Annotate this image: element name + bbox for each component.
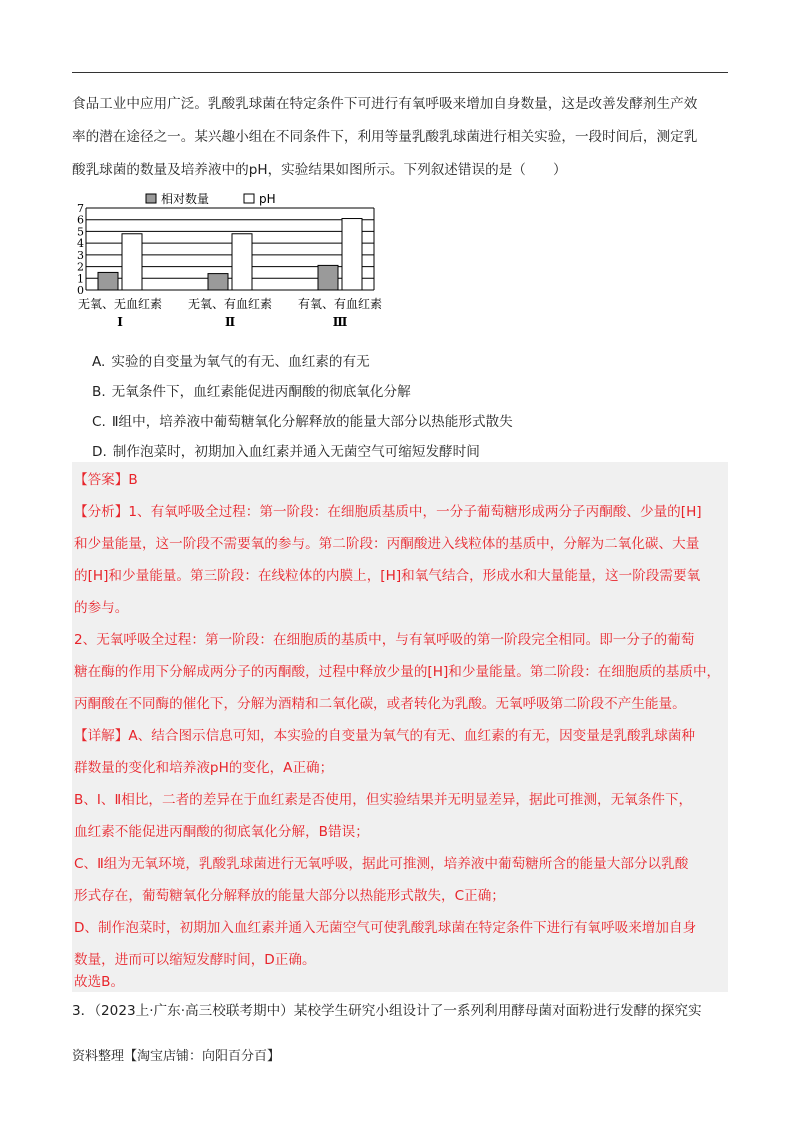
option-b <box>92 382 411 402</box>
analysis-line: 的参与。 <box>74 600 129 616</box>
question-3-line: 3．（2023上·广东·高三校联考期中）某校学生研究小组设计了一系列利用酵母菌对面粉进行发酵的探究实 <box>72 1003 702 1019</box>
answer-line: 【答案】B <box>74 472 138 488</box>
final-choice-line: 故选B。 <box>74 974 125 990</box>
group-numeral: Ⅰ <box>117 315 123 329</box>
legend-swatch <box>244 194 254 203</box>
analysis-line: 丙酮酸在不同酶的催化下，分解为酒精和二氧化碳，或者转化为乳酸。无氧呼吸第二阶段不产生能量。 <box>74 696 686 712</box>
y-tick-label: 7 <box>77 202 84 215</box>
y-tick-label: 3 <box>77 248 84 262</box>
detail-line: 血红素不能促进丙酮酸的彻底氧化分解，B错误； <box>74 824 369 840</box>
detail-line: B、Ⅰ、Ⅱ相比，二者的差异在于血红素是否使用，但实验结果并无明显差异，据此可推测，无氧条件下， <box>74 792 693 808</box>
intro-line: 率的潜在途径之一。某兴趣小组在不同条件下，利用等量乳酸乳球菌进行相关实验，一段时间后，测定乳 <box>72 129 698 145</box>
bar-relative-count <box>318 265 338 290</box>
option-a <box>92 352 370 372</box>
y-tick-label: 2 <box>77 260 84 274</box>
analysis-line: 2、无氧呼吸全过程：第一阶段：在细胞质的基质中，与有氧呼吸的第一阶段完全相同。即一分子的葡萄 <box>74 632 695 648</box>
legend-label: pH <box>259 192 276 206</box>
option-letter: B. <box>92 384 106 400</box>
bar-ph <box>122 234 142 290</box>
group-numeral: Ⅱ <box>224 315 236 329</box>
detail-line: 数量，进而可以缩短发酵时间，D正确。 <box>74 952 316 968</box>
option-letter: D. <box>92 444 107 460</box>
bar-ph <box>232 234 252 290</box>
question-intro <box>72 88 728 187</box>
detail-line: 【详解】A、结合图示信息可知，本实验的自变量为氧气的有无、血红素的有无，因变量是乳酸乳球菌种 <box>74 728 696 744</box>
footer-text: 资料整理【淘宝店铺：向阳百分百】 <box>72 1049 281 1064</box>
y-tick-label: 0 <box>77 284 84 297</box>
intro-line: 食品工业中应用广泛。乳酸乳球菌在特定条件下可进行有氧呼吸来增加自身数量，这是改善发酵剂生产效 <box>72 96 698 112</box>
y-tick-label: 6 <box>77 213 84 227</box>
bar-relative-count <box>208 274 228 290</box>
analysis-line: 的[H]和少量能量。第三阶段：在线粒体的内膜上，[H]和氧气结合，形成水和大量能量，这一阶段需要氧 <box>74 568 701 584</box>
option-c <box>92 412 513 432</box>
category-label: 有氧、有血红素 <box>297 297 383 311</box>
detail-line: 形式存在，葡萄糖氧化分解释放的能量大部分以热能形式散失，C正确； <box>74 888 505 904</box>
option-text: Ⅱ组中，培养液中葡萄糖氧化分解释放的能量大部分以热能形式散失 <box>111 414 513 430</box>
bar-chart-svg <box>76 190 396 340</box>
detail-line: 群数量的变化和培养液pH的变化，A正确； <box>74 760 334 776</box>
option-letter: A. <box>92 354 106 370</box>
group-numeral: Ⅲ <box>332 315 348 329</box>
header-rule <box>72 72 728 73</box>
option-text: 制作泡菜时，初期加入血红素并通入无菌空气可缩短发酵时间 <box>112 444 480 460</box>
y-tick-label: 5 <box>77 225 84 239</box>
bar-chart <box>76 190 396 340</box>
category-label: 无氧、有血红素 <box>187 297 273 311</box>
analysis-line: 和少量能量，这一阶段不需要氧的参与。第二阶段：丙酮酸进入线粒体的基质中，分解为二氧化碳、大量 <box>74 536 700 552</box>
y-tick-label: 4 <box>77 237 84 251</box>
bar-relative-count <box>98 272 118 290</box>
option-d <box>92 442 480 462</box>
y-tick-label: 1 <box>77 272 84 286</box>
legend-label: 相对数量 <box>161 192 210 206</box>
option-text: 无氧条件下，血红素能促进丙酮酸的彻底氧化分解 <box>111 384 411 400</box>
option-letter: C. <box>92 414 106 430</box>
analysis-line: 糖在酶的作用下分解成两分子的丙酮酸，过程中释放少量的[H]和少量能量。第二阶段：在细胞质的基质中， <box>74 664 721 680</box>
intro-line: 酸乳球菌的数量及培养液中的pH，实验结果如图所示。下列叙述错误的是（ ） <box>72 162 567 178</box>
option-text: 实验的自变量为氧气的有无、血红素的有无 <box>111 354 370 370</box>
legend-swatch <box>146 194 156 203</box>
bar-ph <box>342 219 362 290</box>
analysis-line: 【分析】1、有氧呼吸全过程：第一阶段：在细胞质基质中，一分子葡萄糖形成两分子丙酮酸、少量的[H] <box>74 504 702 520</box>
detail-line: D、制作泡菜时，初期加入血红素并通入无菌空气可使乳酸乳球菌在特定条件下进行有氧呼吸来增加自身 <box>74 920 697 936</box>
category-label: 无氧、无血红素 <box>77 297 163 311</box>
detail-line: C、Ⅱ组为无氧环境，乳酸乳球菌进行无氧呼吸，据此可推测，培养液中葡萄糖所含的能量大部分以乳酸 <box>74 856 689 872</box>
